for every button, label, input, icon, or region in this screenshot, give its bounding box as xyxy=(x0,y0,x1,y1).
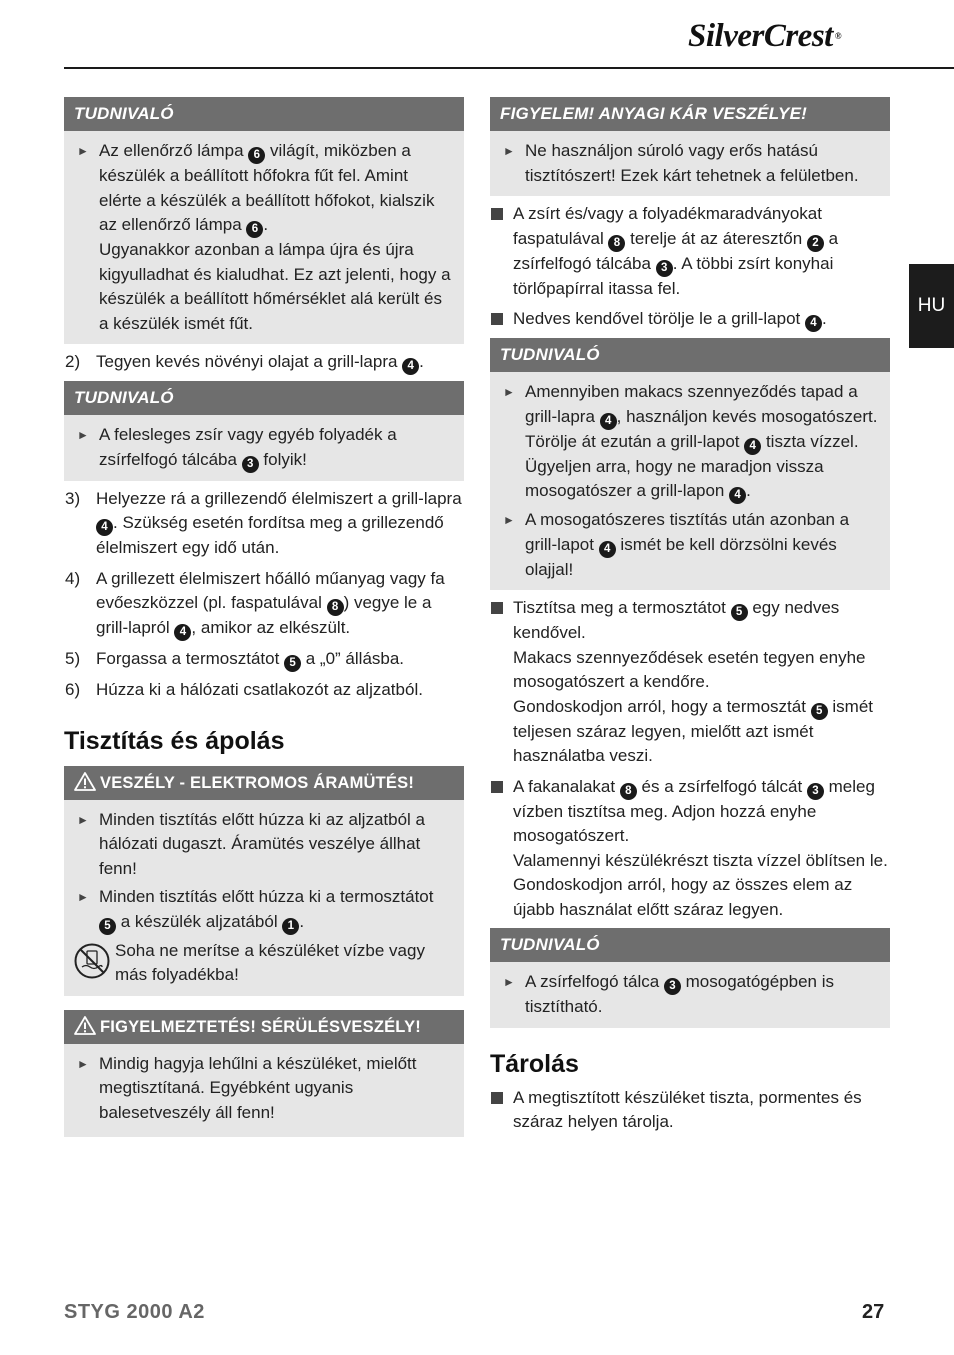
part-number-badge: 5 xyxy=(284,655,301,672)
note-item: ► A mosogatószeres tisztítás után azonban a grill-lapot 4 ismét be kell dörzsölni kevés olajjal! xyxy=(503,510,850,579)
part-number-badge: 8 xyxy=(620,783,637,800)
step-2: 2) Tegyen kevés növényi olajat a grill-lapra 4 . xyxy=(64,350,464,375)
step-6: 6) Húzza ki a hálózati csatlakozót az aljzatból. xyxy=(65,680,423,699)
caution-box xyxy=(490,97,890,196)
note-heading: TUDNIVALÓ xyxy=(64,97,464,131)
bullet-square-icon xyxy=(491,208,503,220)
part-number-badge: 3 xyxy=(807,783,824,800)
part-number-badge: 3 xyxy=(656,260,673,277)
brand-logo: SilverCrest ® xyxy=(688,18,842,54)
note-heading: TUDNIVALÓ xyxy=(490,928,890,962)
danger-item: Soha ne merítse a készüléket vízbe vagy más folyadékba! xyxy=(74,939,452,988)
step-4: 4) A grillezett élelmiszert hőálló műanyag vagy fa evőeszközzel (pl. faspatulával 8 ) vegye le a grill-lapról 4 , amikor az elkészült. xyxy=(64,567,464,642)
note-heading: TUDNIVALÓ xyxy=(490,338,890,372)
warning-triangle-icon xyxy=(74,1016,96,1035)
part-number-badge: 4 xyxy=(174,624,191,641)
part-number-badge: 5 xyxy=(811,703,828,720)
step-3: 3) Helyezze rá a grillezendő élelmiszert a grill-lapra 4 . Szükség esetén fordítsa meg a grillezendő élelmiszert egy idő után. xyxy=(65,488,462,557)
arrow-icon: ► xyxy=(503,144,515,158)
warning-item: ► Mindig hagyja lehűlni a készüléket, mielőtt megtisztítaná. Egyébként ugyanis balesetveszély áll fenn! xyxy=(77,1053,417,1122)
part-number-badge: 2 xyxy=(807,235,824,252)
part-number-badge: 4 xyxy=(729,487,746,504)
storage-step: A megtisztított készüléket tiszta, pormentes és száraz helyen tárolja. xyxy=(490,1086,890,1135)
page-number: 27 xyxy=(862,1301,885,1323)
arrow-icon: ► xyxy=(77,890,89,904)
caution-item: ► Ne használjon súroló vagy erős hatású tisztítószert! Ezek kárt tehetnek a felületben. xyxy=(503,141,859,185)
part-number-badge: 3 xyxy=(664,978,681,995)
part-number-badge: 4 xyxy=(402,358,419,375)
step-5: 5) Forgassa a termosztátot 5 a „0” állásba. xyxy=(64,647,464,672)
part-number-badge: 5 xyxy=(99,918,116,935)
model-number: STYG 2000 A2 xyxy=(64,1301,205,1323)
note-item: ► A zsírfelfogó tálca 3 mosogatógépben is tisztítható. xyxy=(503,972,835,1016)
cleaning-step: A zsírt és/vagy a folyadékmaradványokat faspatulával 8 terelje át az áteresztőn 2 a zsírfelfogó tálcába 3 . A többi zsírt konyhai törlőpapírral itassa fel. xyxy=(490,202,890,301)
bullet-square-icon xyxy=(491,781,503,793)
part-number-badge: 1 xyxy=(282,918,299,935)
part-number-badge: 4 xyxy=(96,519,113,536)
cleaning-step: Tisztítsa meg a termosztátot 5 egy nedves kendővel. Makacs szennyeződések esetén tegyen enyhe mosogatószert a kendőre. Gondoskodjon arról, hogy a termosztát 5 ismét teljesen száraz legyen, mielőtt azt ismét használatba veszi. xyxy=(490,596,890,769)
part-number-badge: 6 xyxy=(248,147,265,164)
note-box xyxy=(64,381,464,481)
part-number-badge: 4 xyxy=(805,315,822,332)
language-tab: HU xyxy=(909,264,954,348)
note-box xyxy=(64,97,464,344)
part-number-badge: 8 xyxy=(608,235,625,252)
bullet-square-icon xyxy=(491,602,503,614)
part-number-badge: 4 xyxy=(600,413,617,430)
cleaning-step: Nedves kendővel törölje le a grill-lapot 4 . xyxy=(490,307,890,332)
arrow-icon: ► xyxy=(503,975,515,989)
arrow-icon: ► xyxy=(503,513,515,527)
arrow-icon: ► xyxy=(503,385,515,399)
section-title-cleaning: Tisztítás és ápolás xyxy=(64,726,285,755)
danger-item: ► Minden tisztítás előtt húzza ki a termosztátot 5 a készülék aljzatából 1 . xyxy=(74,885,452,935)
caution-heading: FIGYELEM! ANYAGI KÁR VESZÉLYE! xyxy=(490,97,890,131)
warning-triangle-icon xyxy=(74,772,96,791)
note-box xyxy=(490,338,890,590)
part-number-badge: 4 xyxy=(599,541,616,558)
right-column xyxy=(490,97,890,1141)
header-rule xyxy=(64,67,954,69)
arrow-icon: ► xyxy=(77,428,89,442)
section-title-storage: Tárolás xyxy=(490,1049,579,1078)
danger-heading: VESZÉLY - ELEKTROMOS ÁRAMÜTÉS! xyxy=(64,766,464,800)
note-heading: TUDNIVALÓ xyxy=(64,381,464,415)
bullet-square-icon xyxy=(491,1092,503,1104)
part-number-badge: 3 xyxy=(242,456,259,473)
arrow-icon: ► xyxy=(77,1056,89,1071)
left-column xyxy=(64,97,464,1143)
no-immersion-icon xyxy=(74,943,110,979)
cleaning-step: A fakanalakat 8 és a zsírfelfogó tálcát 3 meleg vízben tisztítsa meg. Adjon hozzá enyhe mosogatószert. Valamennyi készülékrészt tiszta vízzel öblítsen le. Gondoskodjon arról, hogy az összes elem az újabb használat előtt száraz legyen. xyxy=(490,775,890,923)
note-item: ► Amennyiben makacs szennyeződés tapad a grill-lapra 4 , használjon kevés mosogatószert. Törölje át ezután a grill-lapot 4 tiszta vízzel. Ügyeljen arra, hogy ne maradjon vissza mosogatószer a grill-lapon 4 . xyxy=(500,380,878,504)
danger-box xyxy=(64,766,464,996)
part-number-badge: 8 xyxy=(327,599,344,616)
part-number-badge: 4 xyxy=(744,438,761,455)
part-number-badge: 6 xyxy=(246,221,263,238)
part-number-badge: 5 xyxy=(731,604,748,621)
arrow-icon: ► xyxy=(77,144,89,158)
arrow-icon: ► xyxy=(77,812,89,827)
note-item: ► A felesleges zsír vagy egyéb folyadék a zsírfelfogó tálcába 3 folyik! xyxy=(74,423,452,473)
warning-heading: FIGYELMEZTETÉS! SÉRÜLÉSVESZÉLY! xyxy=(64,1010,464,1044)
danger-item: ► Minden tisztítás előtt húzza ki az aljzatból a hálózati dugaszt. Áramütés veszélye állhat fenn! xyxy=(77,809,425,878)
note-box xyxy=(490,928,890,1028)
bullet-square-icon xyxy=(491,313,503,325)
warning-box xyxy=(64,1010,464,1138)
note-item: ► Az ellenőrző lámpa 6 világít, miközben a készülék a beállított hőfokra fűt fel. Amint elérte a készülék a beállított hőfokot, kialszik az ellenőrző lámpa 6 . Ugyanakkor azonban a lámpa újra és újra kigyulladhat és kialudhat. Ez azt jelenti, hogy a készülék a beállított hőmérséklet alá került és a készülék ismét fűt. xyxy=(77,141,451,333)
